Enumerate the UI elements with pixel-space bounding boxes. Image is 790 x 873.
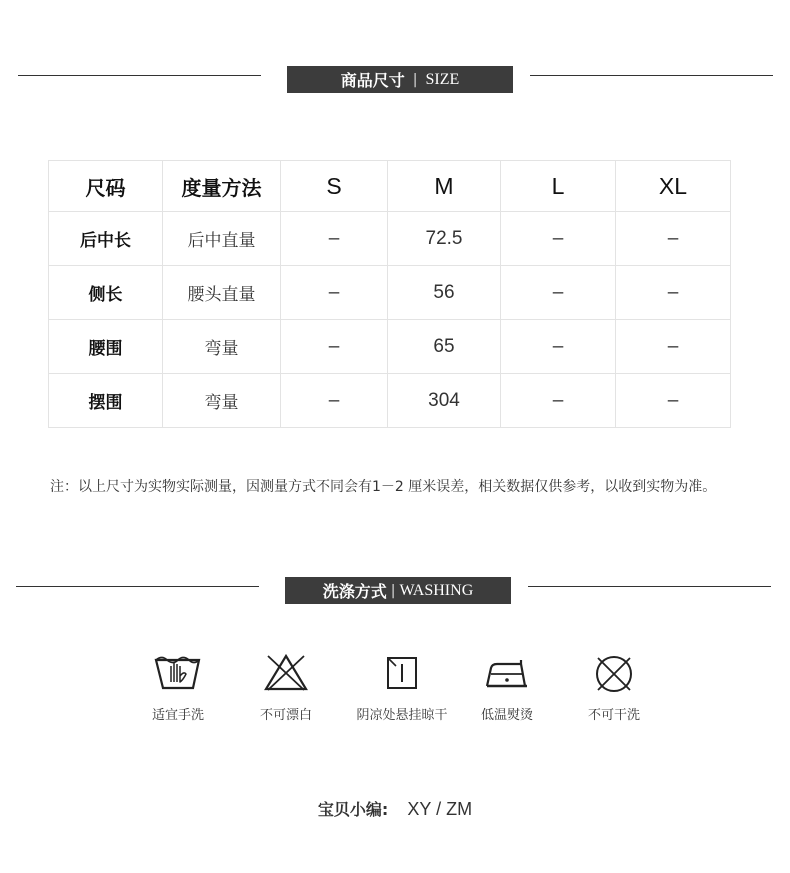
no-dry-clean-icon xyxy=(592,652,636,696)
table-row xyxy=(49,266,731,320)
care-icons xyxy=(0,652,790,732)
cell-s: – xyxy=(281,212,388,266)
low-iron-icon xyxy=(481,652,533,692)
row-item: 侧长 xyxy=(49,266,163,320)
table-row xyxy=(49,320,731,374)
size-title-cn: 商品尺寸 xyxy=(340,71,405,90)
care-label: 不可干洗 xyxy=(587,708,640,723)
cell-l: – xyxy=(501,266,616,320)
washing-section-banner xyxy=(285,577,511,604)
editor-credit xyxy=(0,797,790,820)
care-label: 低温熨烫 xyxy=(480,708,533,723)
cell-s: – xyxy=(281,374,388,428)
size-table xyxy=(48,160,731,428)
washing-divider-left xyxy=(16,586,259,587)
size-divider-left xyxy=(18,75,261,76)
washing-title-cn: 洗涤方式 xyxy=(322,582,387,601)
cell-m: 72.5 xyxy=(388,212,501,266)
editor-label: 宝贝小编: xyxy=(317,800,389,819)
washing-title-divider: | xyxy=(390,582,396,599)
care-item xyxy=(118,652,238,723)
table-row xyxy=(49,212,731,266)
cell-m: 304 xyxy=(388,374,501,428)
row-item: 摆围 xyxy=(49,374,163,428)
cell-l: – xyxy=(501,320,616,374)
size-section-banner xyxy=(287,66,513,93)
cell-m: 65 xyxy=(388,320,501,374)
shade-hang-dry-icon xyxy=(382,652,422,692)
care-item xyxy=(554,652,674,723)
header-xl: XL xyxy=(616,161,731,212)
cell-xl: – xyxy=(616,320,731,374)
care-label: 适宜手洗 xyxy=(151,708,204,723)
row-method: 后中直量 xyxy=(163,212,281,266)
row-method: 腰头直量 xyxy=(163,266,281,320)
header-l: L xyxy=(501,161,616,212)
care-item xyxy=(226,652,346,723)
table-row xyxy=(49,374,731,428)
size-divider-right xyxy=(530,75,773,76)
table-header-row xyxy=(49,161,731,212)
cell-xl: – xyxy=(616,374,731,428)
header-m: M xyxy=(388,161,501,212)
care-label: 不可漂白 xyxy=(259,708,312,723)
size-title-divider: | xyxy=(412,71,418,88)
header-size: 尺码 xyxy=(49,161,163,212)
care-item xyxy=(447,652,567,723)
care-item xyxy=(342,652,462,723)
header-method: 度量方法 xyxy=(163,161,281,212)
no-bleach-icon xyxy=(262,652,310,692)
row-method: 弯量 xyxy=(163,374,281,428)
row-method: 弯量 xyxy=(163,320,281,374)
cell-l: – xyxy=(501,374,616,428)
hand-wash-icon xyxy=(153,652,203,692)
measurement-note: 注：以上尺寸为实物实际测量，因测量方式不同会有1－2 厘米误差，相关数据仅供参考，以收到实物为准。 xyxy=(50,479,717,495)
cell-m: 56 xyxy=(388,266,501,320)
washing-divider-right xyxy=(528,586,771,587)
cell-xl: – xyxy=(616,212,731,266)
header-s: S xyxy=(281,161,388,212)
editor-value: XY / ZM xyxy=(407,799,473,819)
size-title-en: SIZE xyxy=(425,70,460,88)
row-item: 后中长 xyxy=(49,212,163,266)
cell-l: – xyxy=(501,212,616,266)
cell-s: – xyxy=(281,320,388,374)
care-label: 阴凉处悬挂晾干 xyxy=(356,708,448,723)
washing-title-en: WASHING xyxy=(399,581,474,599)
cell-s: – xyxy=(281,266,388,320)
row-item: 腰围 xyxy=(49,320,163,374)
cell-xl: – xyxy=(616,266,731,320)
